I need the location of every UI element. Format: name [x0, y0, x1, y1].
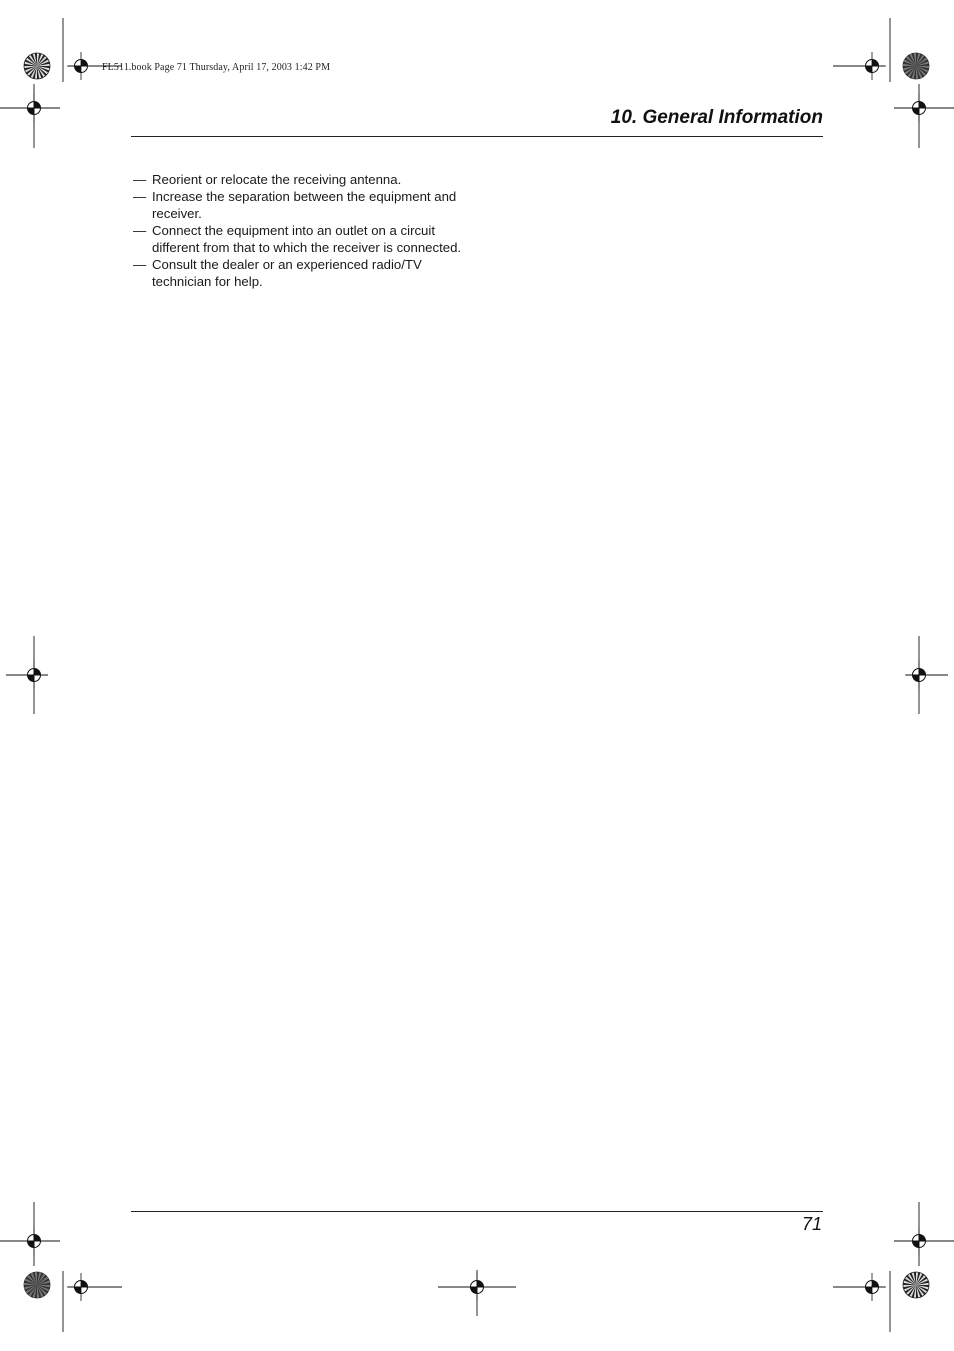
print-slug: FL511.book Page 71 Thursday, April 17, 2003 1:42 PM	[102, 62, 331, 73]
page-number: 71	[801, 1214, 822, 1234]
starburst-mark	[24, 53, 50, 79]
starburst-mark	[24, 1272, 50, 1298]
footer-rule	[131, 1211, 823, 1212]
dash-bullet: —	[133, 257, 147, 272]
starburst-mark	[903, 1272, 929, 1298]
list-item-text: Consult the dealer or an experienced radio/TV technician for help.	[152, 257, 422, 289]
list-item	[133, 256, 463, 290]
dash-bullet: —	[133, 172, 147, 187]
list-item-text: Connect the equipment into an outlet on a circuit different from that to which the receiver is connected.	[152, 223, 462, 255]
list-item-text: Increase the separation between the equipment and receiver.	[152, 189, 457, 221]
list-item	[133, 188, 463, 222]
section-title: 10. General Information	[610, 107, 823, 128]
starburst-mark	[903, 53, 929, 79]
dash-bullet: —	[133, 189, 147, 204]
list-item-text: Reorient or relocate the receiving antenna.	[152, 172, 402, 187]
interference-remedies-list	[133, 171, 463, 290]
list-item	[133, 222, 463, 256]
header-rule	[131, 136, 823, 137]
list-item	[133, 171, 463, 188]
dash-bullet: —	[133, 223, 147, 238]
